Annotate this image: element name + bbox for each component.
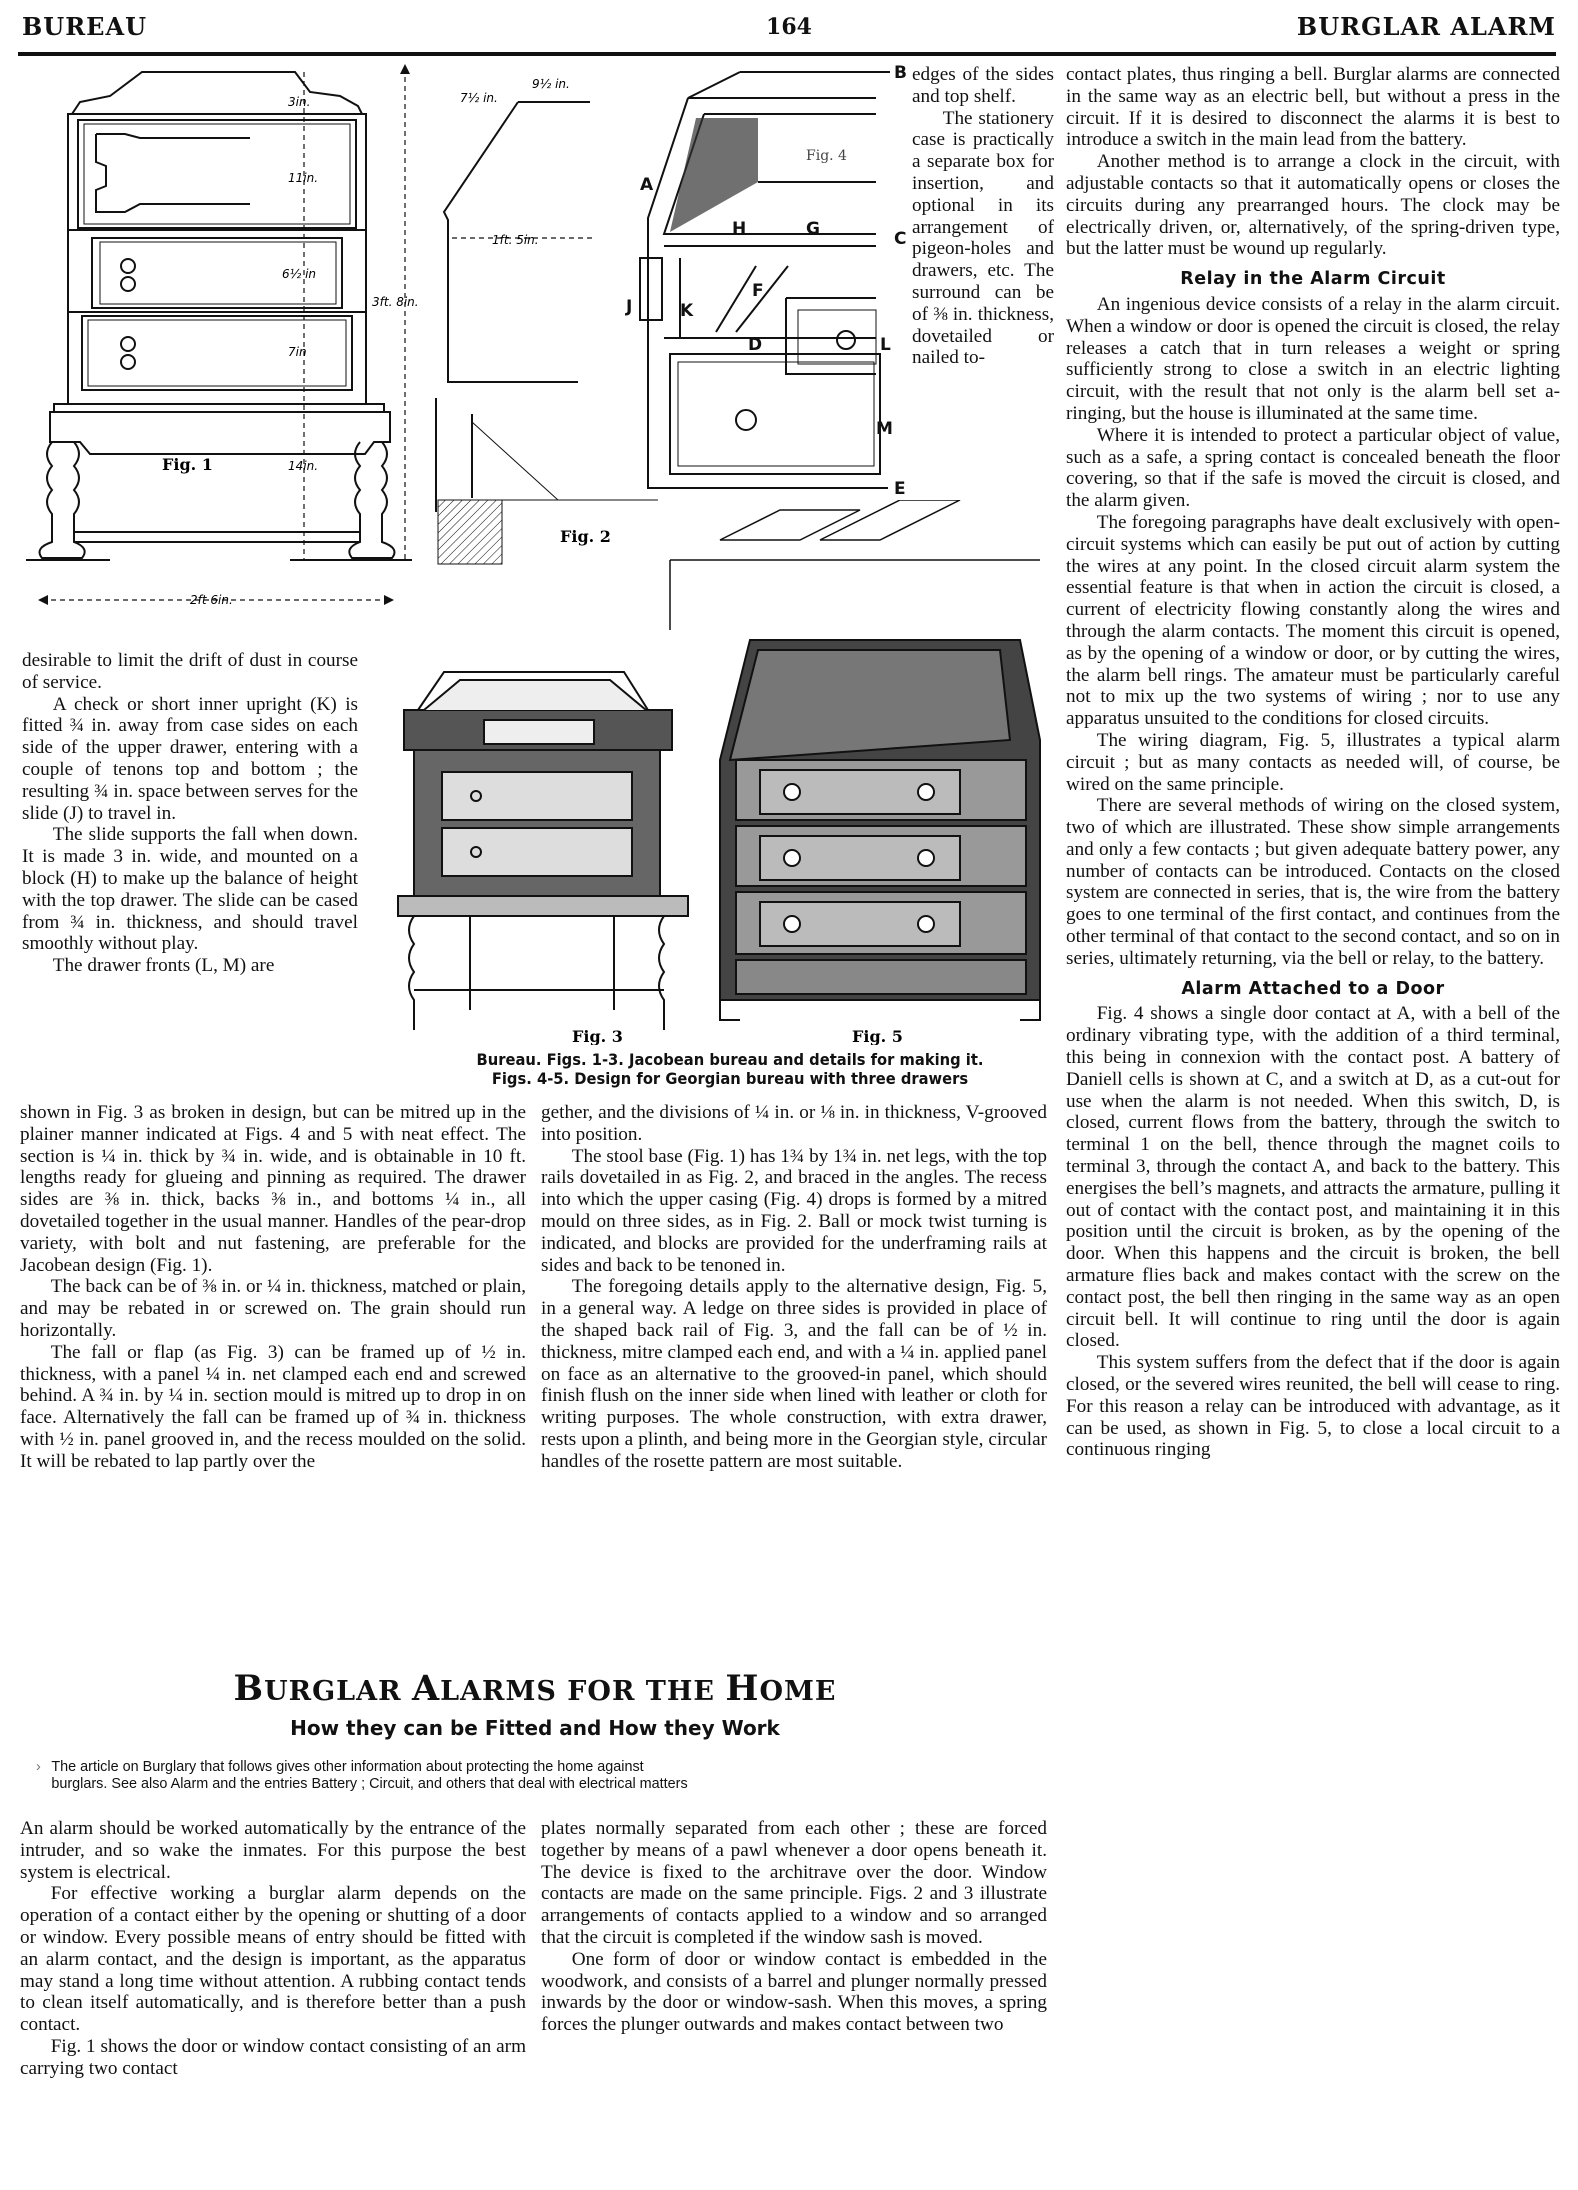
fig4-part-f: F [752,281,764,301]
fig4-part-g: G [806,219,820,239]
paragraph: Fig. 1 shows the door or window contact consisting of an arm carrying two contact [20,2035,526,2079]
fig5-label: Fig. 5 [852,1027,903,1045]
paragraph: edges of the sides and top shelf. [912,64,1054,107]
article-title [20,1668,1050,1709]
paragraph: This system suffers from the defect that if the door is again closed, or the severed wires reunited, the bell will cease to ring. For this reason a relay can be introduced with advantage, as it can be used, as shown in Fig. 5, to close a local circuit to a continuous ringing [1066,1352,1560,1461]
article-subtitle: How they can be Fitted and How they Work [290,1716,780,1740]
figure-1-bureau-elevation [20,62,420,622]
fig4-part-l: L [880,335,891,355]
paragraph: The drawer fronts (L, M) are [52,955,275,977]
note-line-1: The article on Burglary that follows gives other information about protecting the home against [51,1758,644,1775]
figure-3-drawing [384,660,704,1045]
paragraph: desirable to limit the drift of dust in course of service. [22,650,358,693]
paragraph: An alarm should be worked automatically by the entrance of the intruder, and so wake the inmates. For this purpose the best system is electrical. [20,1818,526,1883]
figure-4-interior-detail [620,62,910,502]
paragraph: The stool base (Fig. 1) has 1¾ by 1¾ in. net legs, with the top rails dovetailed in as Fig. 2, and braced in the angles. The recess into which the upper casing (Fig. 4) drops is formed by a mitred mould on three sides, as in Fig. 2. Ball or mock twist turning is indicated, and blocks are provided for the underframing rails at sides and back to be tenoned in. [541,1145,1047,1276]
fig2-dim-depth: 1ft. 5in. [492,233,539,247]
paragraph: One form of door or window contact is embedded in the woodwork, and consists of a barrel and plunger normally pressed inwards by the door or window-sash. When this moves, a spring forces the plunger outwards and makes contact between two [541,1948,1047,2036]
fig2-dim-top-b: 9½ in. [532,77,570,91]
bureau-lower-left-column [20,1102,526,1473]
page-number: 164 [766,14,812,40]
article-column-1 [20,1818,526,2080]
fig4-part-b: B [894,63,907,83]
figure-5-drawing [700,620,1060,1045]
fig4-part-c: C [894,229,907,249]
fig3-label: Fig. 3 [572,1027,623,1045]
paragraph: contact plates, thus ringing a bell. Burglar alarms are connected in the same way as an electric bell, but without a press in the circuit. If it is desired to disconnect the alarms it is best to introduce a switch in the main lead from the battery. [1066,64,1560,151]
fig4-part-d: D [748,335,763,355]
burglar-alarm-right-column [1066,64,1560,1461]
fig1-dim-top: 3in. [288,95,311,109]
paragraph: A check or short inner upright (K) is fitted ¾ in. away from case sides on each side of the upper drawer, entering with a couple of tenons top and bottom ; the resulting ¾ in. space between serves for the slide (J) to travel in. [22,693,358,824]
subheading-door: Alarm Attached to a Door [1181,978,1445,999]
figure-caption [436,1050,1025,1088]
figure-1-drawing [20,62,420,622]
fig2-dim-top-a: 7½ in. [460,91,498,105]
fig4-part-e: E [894,479,906,499]
article-column-2 [541,1818,1047,2036]
paragraph: shown in Fig. 3 as broken in design, but can be mitred up in the plainer manner indicated at Figs. 4 and 5 with neat effect. The section is ¼ in. thick by ¾ in. wide, and is obtainable in 10 ft. lengths ready for glueing and pinning as required. The drawer sides are ⅜ in. thick, backs ⅜ in., and bottoms ¼ in., all dovetailed together in the usual manner. Handles of the pear-drop variety, with bolt and nut fastening, are preferable for the Jacobean design (Fig. 1). [20,1102,526,1276]
paragraph: There are several methods of wiring on the closed system, two of which are illustrated. These show simple arrangements and only a few contacts ; but given adequate battery power, any number of contacts can be introduced. Contacts on the closed system are connected in series, that is, the wire from the battery goes to one terminal of the first contact, and continues from the other terminal of that contact to the second contact, and so on in series, ultimately returning, via the bell or relay, to the battery. [1066,795,1560,969]
fig4-label: Fig. 4 [806,148,847,164]
paragraph: The wiring diagram, Fig. 5, illustrates a typical alarm circuit ; but as many contacts as needed will, of course, be wired on the same principle. [1066,729,1560,795]
bureau-lower-middle-column [541,1102,1047,1473]
title-part: B [233,1668,265,1709]
figure-dovetail-detail [660,500,1040,630]
header-right-title: BURGLAR ALARM [1296,12,1556,41]
fig4-part-a: A [640,175,654,195]
paragraph: Fig. 4 shows a single door contact at A, with a bell of the ordinary vibrating type, with the addition of a third terminal, this being in connexion with the contact post. A battery of Daniell cells is shown at C, and a switch at D, as a cut-out for use when the alarm is not needed. When this switch, D, is closed, current flows from the battery, through the switch to terminal 1 on the bell, thence through the magnet coils to terminal 3, through the contact A, and back to the battery. This energises the bell’s magnets, and attracts the armature, pulling it out of contact with the contact post, and maintaining it in this position until the circuit is broken, as by the opening of the door. When this happens and the circuit is broken, the bell armature flies back and makes contact with the screw on the contact post, the bell then ringing in the same way as an open circuit bell. It will continue to ring until the door is again closed. [1066,1003,1560,1352]
fig1-dim-base: 14in. [288,459,319,473]
fig1-dim-lower: 7in [288,345,307,359]
bureau-narrow-column [912,64,1054,369]
fig4-part-h: H [732,219,747,239]
paragraph: For effective working a burglar alarm depends on the operation of a contact either by the opening or shutting of a door or window. Every possible means of entry should be fitted with an alarm contact, and the design is important, as the apparatus may stand a long time without attention. A rubbing contact tends to clean itself automatically, and is therefore better than a push contact. [20,1883,526,2036]
fig2-label: Fig. 2 [560,527,611,546]
article-note [36,1758,996,1792]
paragraph: The fall or flap (as Fig. 3) can be framed up of ½ in. thickness, with a panel ¼ in. net clamped each end and screwed behind. A ¾ in. by ¼ in. section mould is mitred up to drop in on face. Alternatively the fall can be framed up of ¾ in. thickness with ½ in. panel grooved in, and the recess moulded on the solid. It will be rebated to lap partly over the [20,1341,526,1472]
title-part: A [411,1668,441,1709]
header-left-title: BUREAU [22,12,148,41]
paragraph: gether, and the divisions of ¼ in. or ⅛ in. in thickness, V-grooved into position. [541,1102,1047,1145]
title-part: H [725,1668,760,1709]
fig4-part-m: M [876,419,893,439]
title-part: OME [759,1676,837,1707]
paragraph: An ingenious device consists of a relay in the alarm circuit. When a window or door is opened the circuit is closed, the relay releases a catch that in turn releases a weight or spring sufficiently strong to close a switch in an electric lighting circuit, with the result that not only is the alarm bell set a-ringing, but the house is illuminated at the same time. [1066,293,1560,424]
paragraph: The back can be of ⅜ in. or ¼ in. thickness, matched or plain, and may be rebated in or screwed on. The grain should run horizontally. [20,1276,526,1341]
fig4-part-k: K [680,301,694,321]
paragraph: The stationery case is practically a separate box for insertion, and optional in its arrangement of pigeon-holes and drawers, etc. The surround can be of ⅜ in. thickness, dovetailed or nailed to- [912,107,1054,369]
fig4-part-j: J [626,297,633,317]
figure-4-drawing [620,62,910,502]
caption-line-2: Figs. 4-5. Design for Georgian bureau with three drawers [491,1069,969,1088]
fig1-dim-upper: 11in. [288,171,319,185]
fig1-dim-width: 2ft 6in. [190,593,233,607]
bureau-left-column [22,650,358,977]
fig1-dim-height: 3ft. 8in. [372,295,419,309]
paragraph: Another method is to arrange a clock in the circuit, with adjustable contacts so that it automatically opens or closes the circuits during any prearranged hours. The clock may be electrically driven, or, alternatively, of the spring-driven type, but the latter must be wound up regularly. [1066,151,1560,260]
dovetail-drawing [660,500,1040,630]
note-line-2: burglars. See also Alarm and the entries Battery ; Circuit, and others that deal with electrical matters [51,1775,688,1792]
title-part: LARMS FOR THE [440,1676,726,1707]
fig1-label: Fig. 1 [162,455,213,474]
fig1-dim-middle: 6½ in [282,267,317,281]
figure-3-jacobean-bureau [384,660,704,1045]
figure-5-georgian-bureau [700,620,1060,1045]
note-marker-icon: › [36,1758,41,1775]
paragraph: plates normally separated from each other ; these are forced together by means of a pawl whenever a door opens beneath it. The device is fixed to the architrave over the door. Window contacts are made on the same principle. Figs. 2 and 3 illustrate arrangements of contacts applied to a window and so arranged that the circuit is completed if the window sash is moved. [541,1818,1047,1948]
paragraph: The slide supports the fall when down. It is made 3 in. wide, and mounted on a block (H) to make up the balance of height with the top drawer. The slide can be cased from ¾ in. thickness, and should travel smoothly without play. [22,824,358,955]
paragraph: The foregoing paragraphs have dealt exclusively with open-circuit systems which can easily be put out of action by cutting the wires at any point. In the closed circuit alarm system the essential feature is that when in action the circuit is closed, a current of electricity flowing constantly along the wires and through the alarm contacts. The moment this circuit is opened, as by the opening of a window or door, or by cutting the wires, the alarm bell rings. The amateur must be particularly careful not to mix up the two systems of wiring ; nor to use any apparatus unsuited to the conditions for closed circuits. [1066,511,1560,730]
header-rule [18,52,1556,56]
caption-line-1: Bureau. Figs. 1-3. Jacobean bureau and details for making it. [476,1050,984,1069]
subheading-relay: Relay in the Alarm Circuit [1180,269,1446,290]
paragraph: The foregoing details apply to the alternative design, Fig. 5, in a general way. A ledge on three sides is provided in place of the shaped back rail of Fig. 3, and the fall can be of ½ in. thickness, mitre clamped each end, and with a ¼ in. applied panel on face as an alternative to the grooved-in panel, which should finish flush on the inner side when lined with leather or cloth for writing purposes. The whole construction, with extra drawer, rests upon a plinth, and being more in the Georgian style, circular handles of the rosette pattern are most suitable. [541,1276,1047,1472]
title-part: URGLAR [264,1676,412,1707]
running-head [22,12,1556,48]
paragraph: Where it is intended to protect a particular object of value, such as a safe, a spring contact is concealed beneath the floor covering, so that if the safe is moved the circuit is closed, and the alarm given. [1066,424,1560,512]
